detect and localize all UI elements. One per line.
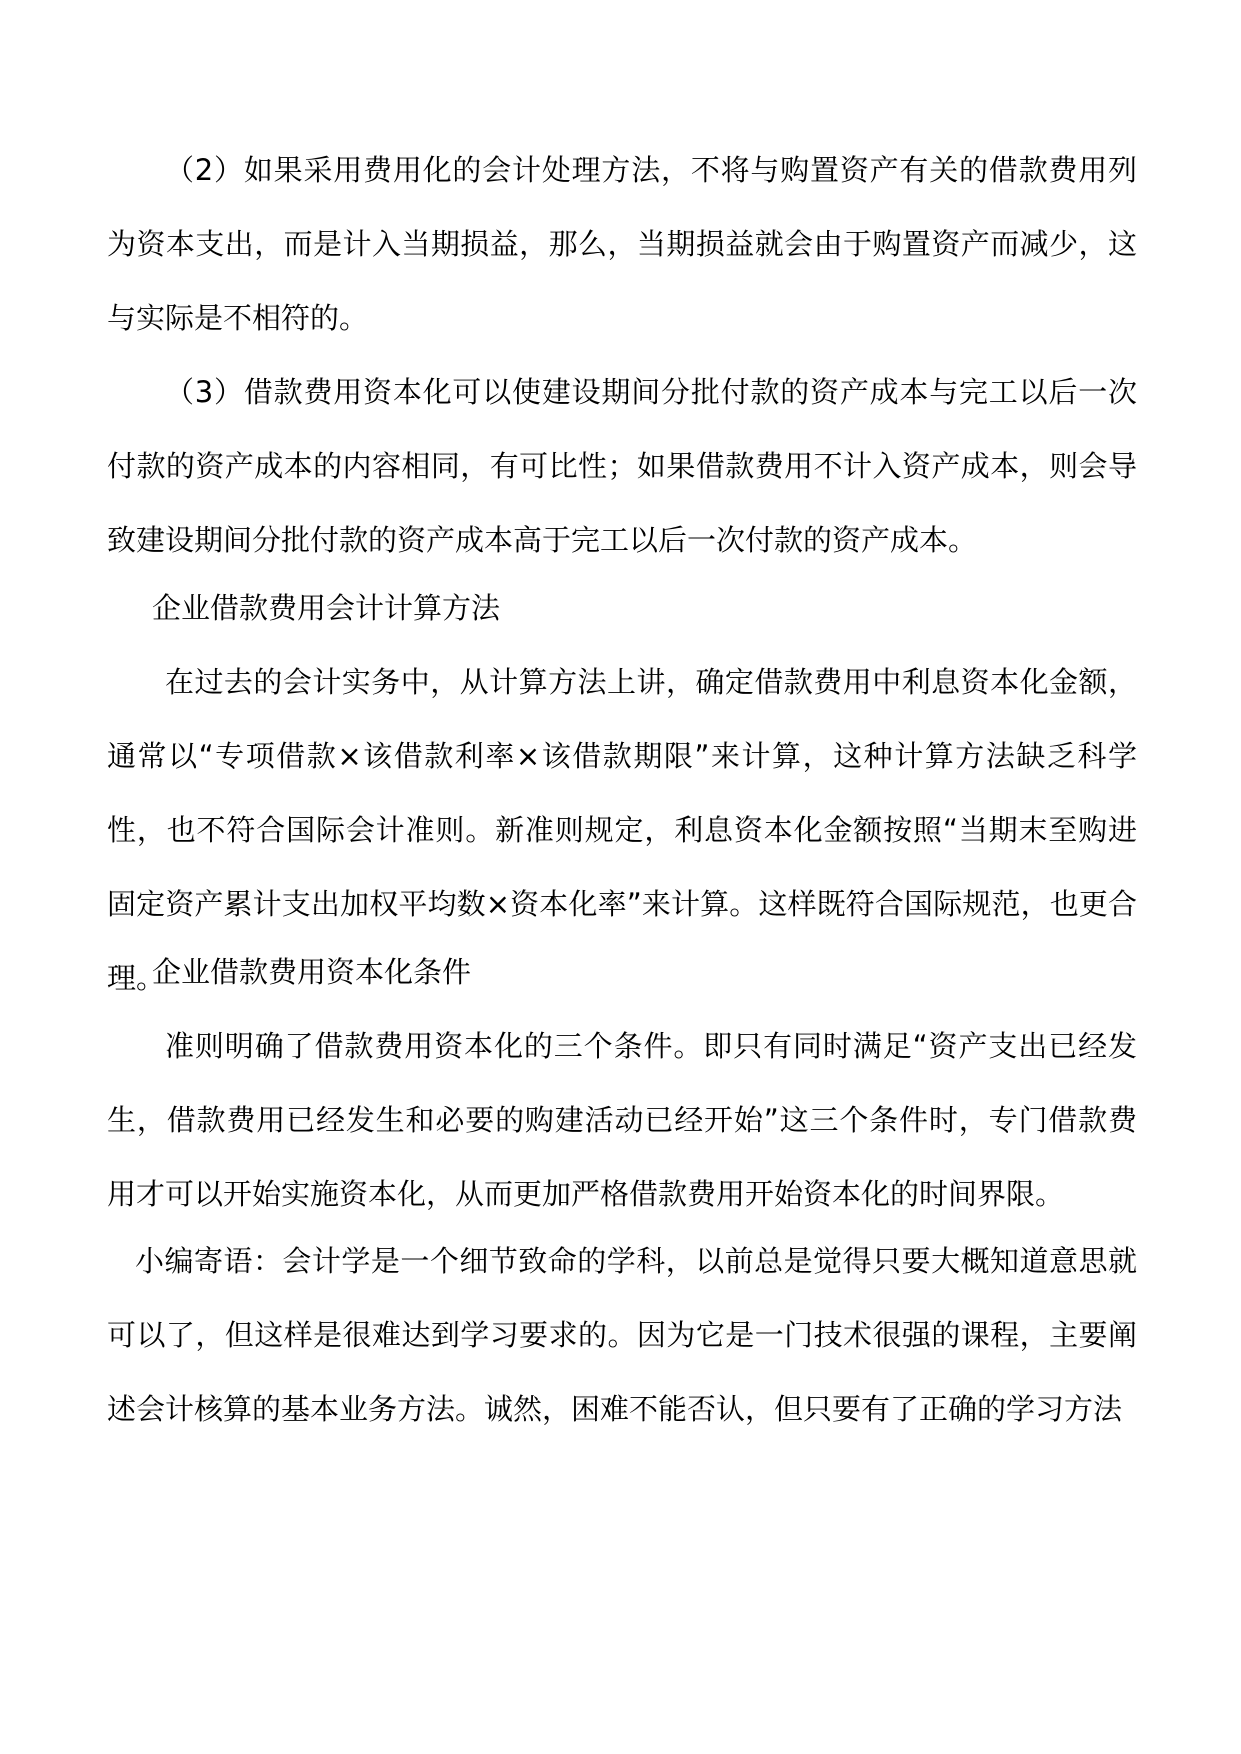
paragraph-editor-note: 小编寄语：会计学是一个细节致命的学科，以前总是觉得只要大概知道意思就可以了，但这样是很难达到学习要求的。因为它是一门技术很强的课程，主要阐述会计核算的基本业务方法。诚然，困难不能否认，但只要有了正确的学习方法 [107,1244,1137,1426]
heading-calculation-method: 企业借款费用会计计算方法 [152,591,501,625]
paragraph-expensing-method: （2）如果采用费用化的会计处理方法，不将与购置资产有关的借款费用列为资本支出，而是计入当期损益，那么，当期损益就会由于购置资产而减少，这与实际是不相符的。 [107,153,1137,335]
paragraph-calculation-method: 在过去的会计实务中，从计算方法上讲，确定借款费用中利息资本化金额，通常以“专项借款×该借款利率×该借款期限”来计算，这种计算方法缺乏科学性，也不符合国际会计准则。新准则规定，利息资本化金额按照“当期末至购进固定资产累计支出加权平均数×资本化率”来计算。这样既符合国际规范，也更合理。 [107,665,1137,995]
paragraph-capitalization-conditions: 准则明确了借款费用资本化的三个条件。即只有同时满足“资产支出已经发生，借款费用已经发生和必要的购建活动已经开始”这三个条件时，专门借款费用才可以开始实施资本化，从而更加严格借款费用开始资本化的时间界限。 [107,1029,1137,1211]
heading-capitalization-conditions: 企业借款费用资本化条件 [152,955,472,989]
paragraph-capitalization-comparability: （3）借款费用资本化可以使建设期间分批付款的资产成本与完工以后一次付款的资产成本的内容相同，有可比性；如果借款费用不计入资产成本，则会导致建设期间分批付款的资产成本高于完工以后一次付款的资产成本。 [107,375,1137,557]
